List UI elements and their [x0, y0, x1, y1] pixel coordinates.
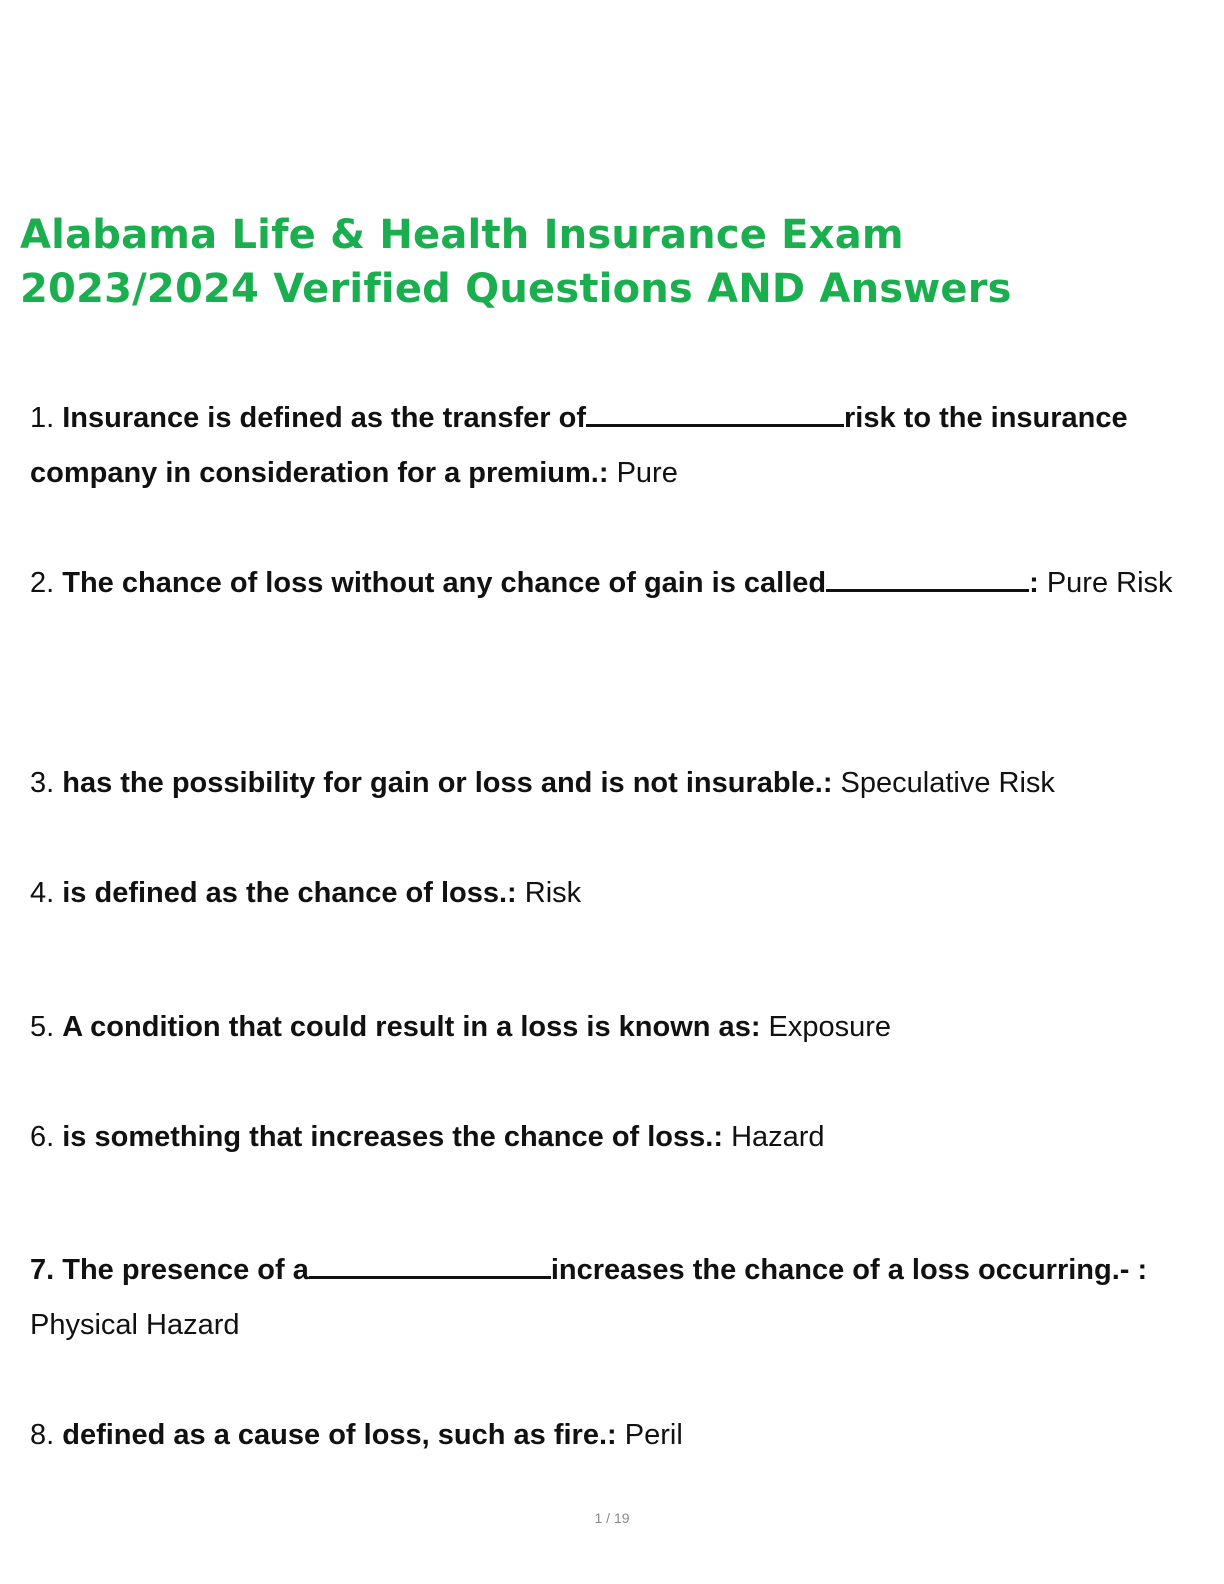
item-number: 1.: [30, 402, 55, 434]
qa-item-2: [30, 556, 1190, 611]
item-number: 7.: [30, 1254, 55, 1286]
question-text-start: Insurance is defined as the transfer of: [62, 402, 587, 434]
item-number: 4.: [30, 877, 55, 909]
answer-text: Exposure: [768, 1011, 892, 1043]
page-indicator: 1 / 19: [594, 1510, 630, 1526]
answer-text: Pure Risk: [1046, 567, 1173, 599]
answer-text: Peril: [624, 1419, 683, 1451]
answer-blank: [826, 561, 1029, 592]
item-number: 5.: [30, 1011, 55, 1043]
qa-item-8: [30, 1408, 1190, 1463]
answer-text: Speculative Risk: [840, 767, 1055, 799]
answer-text: Physical Hazard: [30, 1309, 240, 1341]
qa-item-5: [30, 1000, 1190, 1055]
item-number: 8.: [30, 1419, 55, 1451]
question-text-start: The chance of loss without any chance of gain is called: [62, 567, 827, 599]
question-text-end: increases the chance of a loss occurring.- :: [550, 1254, 1148, 1286]
document-title-line-1: Alabama Life & Health Insurance Exam: [20, 212, 904, 258]
qa-item-6: [30, 1110, 1190, 1165]
answer-text: Hazard: [731, 1121, 825, 1153]
question-text-end: risk to the insurance company in consideration for a premium.:: [30, 402, 1128, 489]
answer-blank: [586, 396, 844, 427]
item-number: 2.: [30, 567, 55, 599]
document-title-line-2: 2023/2024 Verified Questions AND Answers: [20, 266, 1012, 312]
question-text: is defined as the chance of loss.:: [62, 877, 517, 909]
qa-item-4: [30, 866, 1190, 921]
question-text-start: The presence of a: [62, 1254, 309, 1286]
answer-text: Risk: [524, 877, 582, 909]
item-number: 6.: [30, 1121, 55, 1153]
qa-item-7: [30, 1243, 1190, 1353]
answer-blank: [309, 1248, 551, 1279]
question-text: is something that increases the chance of loss.:: [62, 1121, 723, 1153]
document-title: [20, 208, 1012, 316]
question-text: A condition that could result in a loss is known as:: [62, 1011, 761, 1043]
question-text: has the possibility for gain or loss and is not insurable.:: [62, 767, 833, 799]
qa-item-1: [30, 391, 1190, 501]
question-text-end: :: [1029, 567, 1039, 599]
qa-item-3: [30, 756, 1190, 811]
question-text: defined as a cause of loss, such as fire.:: [62, 1419, 617, 1451]
answer-text: Pure: [616, 457, 678, 489]
item-number: 3.: [30, 767, 55, 799]
